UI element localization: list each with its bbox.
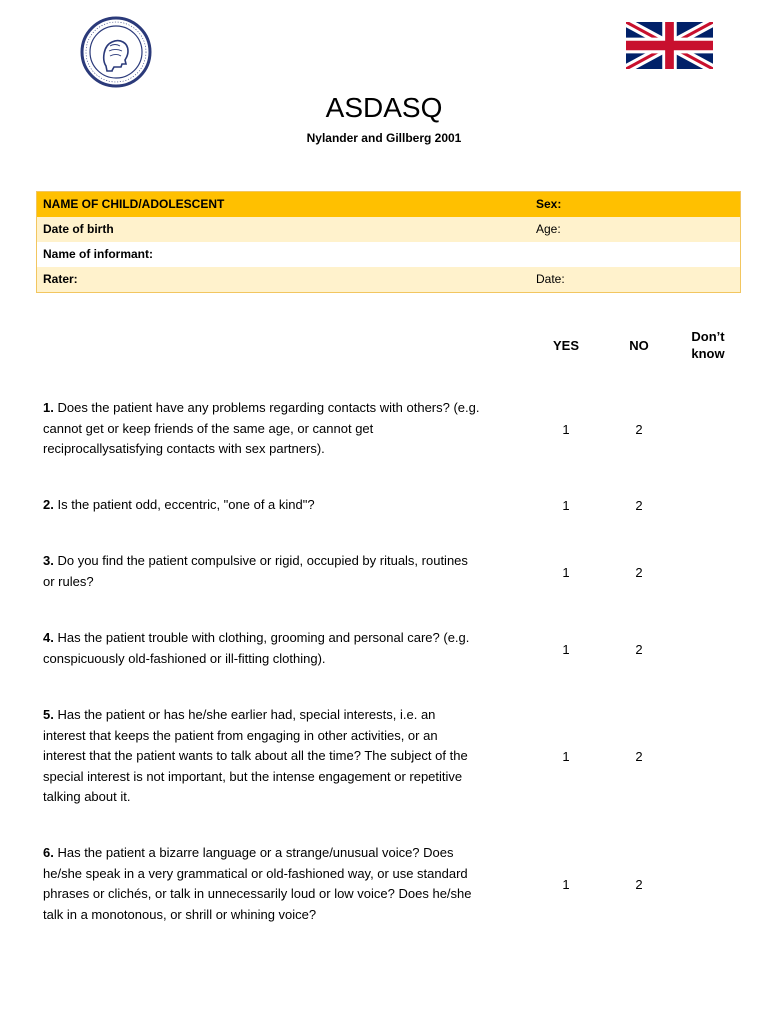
child-name-label: NAME OF CHILD/ADOLESCENT xyxy=(43,197,225,211)
answer-no-value: 2 xyxy=(635,749,643,764)
info-row-name xyxy=(37,192,740,217)
question-text: Has the patient a bizarre language or a strange/unusual voice? Does xyxy=(57,845,454,860)
document-subtitle: Nylander and Gillberg 2001 xyxy=(306,131,462,145)
question-line: or rules? xyxy=(43,573,94,589)
answer-yes-value: 1 xyxy=(562,749,570,764)
question-line: conspicuously old-fashioned or ill-fitting clothing). xyxy=(43,650,326,666)
answer-yes-value: 1 xyxy=(562,422,570,437)
question-line: special interest is not important, but the intense engagement or repetitive xyxy=(43,768,463,784)
answer-no-value: 2 xyxy=(635,642,643,657)
question-line xyxy=(43,495,527,516)
question-line: phrases or clichés, or talk in unnecessarily loud or low voice? Does he/she xyxy=(43,886,472,901)
question-6 xyxy=(43,843,527,925)
question-line: cannot get or keep friends of the same age, or cannot get xyxy=(43,420,374,436)
answer-yes-value: 1 xyxy=(562,642,570,657)
question-line: he/she speak in a very grammatical or old-fashioned way, or use standard xyxy=(43,865,468,881)
info-row-rater xyxy=(37,267,740,292)
info-row-birth xyxy=(37,217,740,242)
question-1 xyxy=(43,398,527,460)
answer-yes-value: 1 xyxy=(562,565,570,580)
column-yes: YES xyxy=(552,338,579,353)
answer-no-value: 2 xyxy=(635,877,643,892)
document-title: ASDASQ xyxy=(325,92,443,123)
sex-label: Sex: xyxy=(536,197,562,211)
question-number: 2. xyxy=(43,497,54,512)
question-line xyxy=(43,843,527,864)
question-number: 4. xyxy=(43,630,54,645)
question-text: Do you find the patient compulsive or rigid, occupied by rituals, routines xyxy=(57,553,468,568)
answer-no-value: 2 xyxy=(635,498,643,513)
question-number: 1. xyxy=(43,400,54,415)
answer-no-value: 2 xyxy=(635,565,643,580)
answer-yes-value: 1 xyxy=(562,498,570,513)
question-line: talking about it. xyxy=(43,789,131,804)
question-text: Is the patient odd, eccentric, "one of a kind"? xyxy=(57,497,315,512)
question-line: talk in a monotonous, or shrill or whining voice? xyxy=(43,906,317,922)
question-line: reciprocallysatisfying contacts with sex partners). xyxy=(43,441,325,456)
column-dont-know-line2: know xyxy=(691,346,725,361)
answer-no-value: 2 xyxy=(635,422,643,437)
question-line: interest that keeps the patient from engaging in other activities, or an xyxy=(43,727,438,743)
question-3 xyxy=(43,551,527,592)
column-dont-know xyxy=(678,328,738,362)
question-number: 6. xyxy=(43,845,54,860)
informant-label: Name of informant: xyxy=(43,247,154,261)
question-number: 5. xyxy=(43,707,54,722)
question-line: interest that the patient wants to talk about all the time? The subject of the xyxy=(43,748,468,763)
union-jack-flag-icon xyxy=(626,22,713,69)
question-5 xyxy=(43,705,527,808)
column-no: NO xyxy=(629,338,649,353)
question-line xyxy=(43,628,527,649)
rater-label: Rater: xyxy=(43,272,78,286)
column-dont-know-line1: Don’t xyxy=(691,329,725,344)
question-line xyxy=(43,398,527,419)
info-row-informant xyxy=(37,242,740,267)
question-line xyxy=(43,551,527,572)
seal-logo-icon xyxy=(80,16,152,88)
patient-info-table xyxy=(36,191,741,293)
question-number: 3. xyxy=(43,553,54,568)
question-text: Does the patient have any problems regarding contacts with others? (e.g. xyxy=(57,400,480,415)
question-4 xyxy=(43,628,527,669)
question-line xyxy=(43,705,527,726)
age-label: Age: xyxy=(536,222,561,236)
date-of-birth-label: Date of birth xyxy=(43,222,114,236)
date-label: Date: xyxy=(536,272,565,286)
question-text: Has the patient or has he/she earlier had, special interests, i.e. an xyxy=(57,707,436,722)
question-2 xyxy=(43,495,527,516)
question-text: Has the patient trouble with clothing, grooming and personal care? (e.g. xyxy=(57,630,470,645)
answer-yes-value: 1 xyxy=(562,877,570,892)
